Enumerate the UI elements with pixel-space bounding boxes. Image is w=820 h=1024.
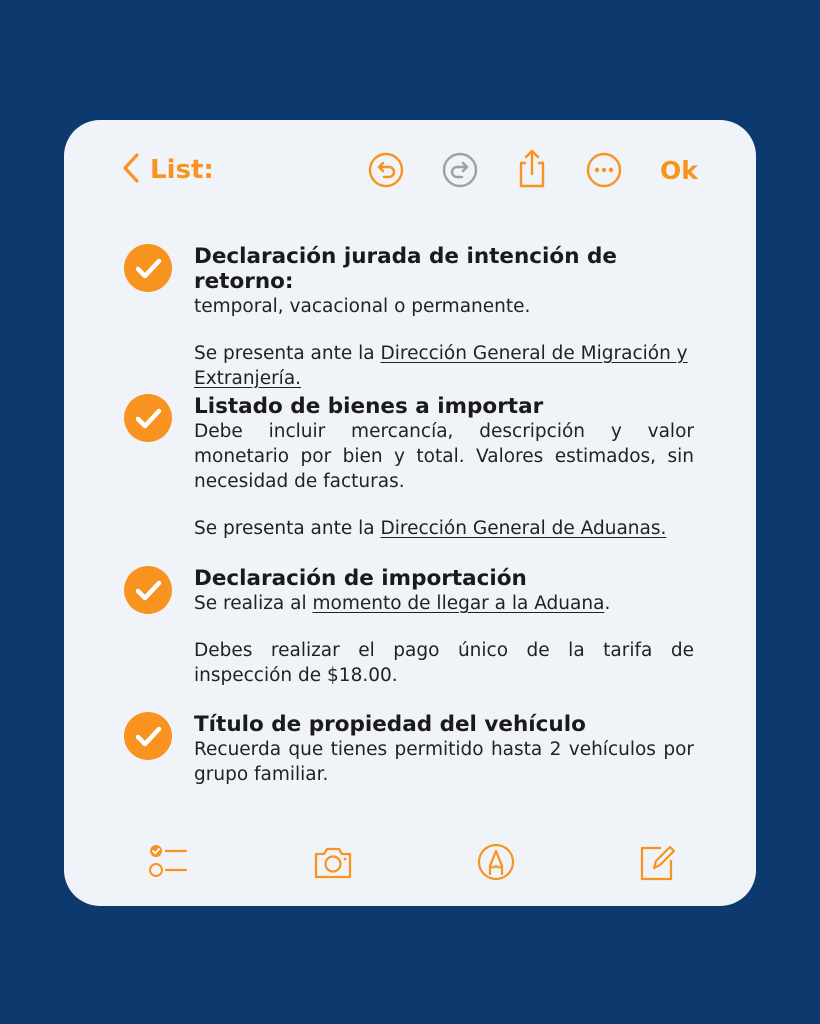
checkmark-icon xyxy=(124,244,172,292)
checklist xyxy=(64,120,756,820)
back-label: List: xyxy=(150,155,214,185)
item-description-link[interactable]: momento de llegar a la Aduana xyxy=(312,593,605,614)
item-note-text: Se presenta ante la xyxy=(194,343,381,364)
item-description: Debe incluir mercancía, descripción y valor monetario por bien y total. Valores estimados, sin necesidad de facturas. xyxy=(194,421,694,492)
camera-icon[interactable] xyxy=(313,842,353,882)
checklist-icon[interactable] xyxy=(148,842,188,882)
checkmark-icon xyxy=(124,712,172,760)
item-description: temporal, vacacional o permanente. xyxy=(194,296,531,317)
checkbox-checked[interactable] xyxy=(124,394,172,442)
item-description: Recuerda que tienes permitido hasta 2 vehículos por grupo familiar. xyxy=(194,739,694,785)
note-card xyxy=(64,120,756,906)
item-title: Título de propiedad del vehículo xyxy=(194,712,586,737)
item-note-link[interactable]: Dirección General de Migración y Extranjería. xyxy=(194,343,688,389)
item-note-text: Se presenta ante la xyxy=(194,518,381,539)
bottom-toolbar xyxy=(64,842,756,882)
item-description-suffix: . xyxy=(604,593,611,614)
checkbox-checked[interactable] xyxy=(124,244,172,292)
item-note-link[interactable]: Dirección General de Aduanas. xyxy=(380,518,667,539)
item-description-text: Se realiza al xyxy=(194,593,313,614)
item-note: Debes realizar el pago único de la tarifa de inspección de $18.00. xyxy=(194,640,694,686)
checkbox-checked[interactable] xyxy=(124,712,172,760)
checkmark-icon xyxy=(124,394,172,442)
compose-icon[interactable] xyxy=(637,842,677,882)
item-title: Listado de bienes a importar xyxy=(194,394,544,419)
item-title: Declaración jurada de intención de retorno: xyxy=(194,244,617,294)
checkmark-icon xyxy=(124,566,172,614)
ok-button[interactable]: Ok xyxy=(660,156,698,185)
item-title: Declaración de importación xyxy=(194,566,527,591)
markup-pen-icon[interactable] xyxy=(476,842,516,882)
checkbox-checked[interactable] xyxy=(124,566,172,614)
